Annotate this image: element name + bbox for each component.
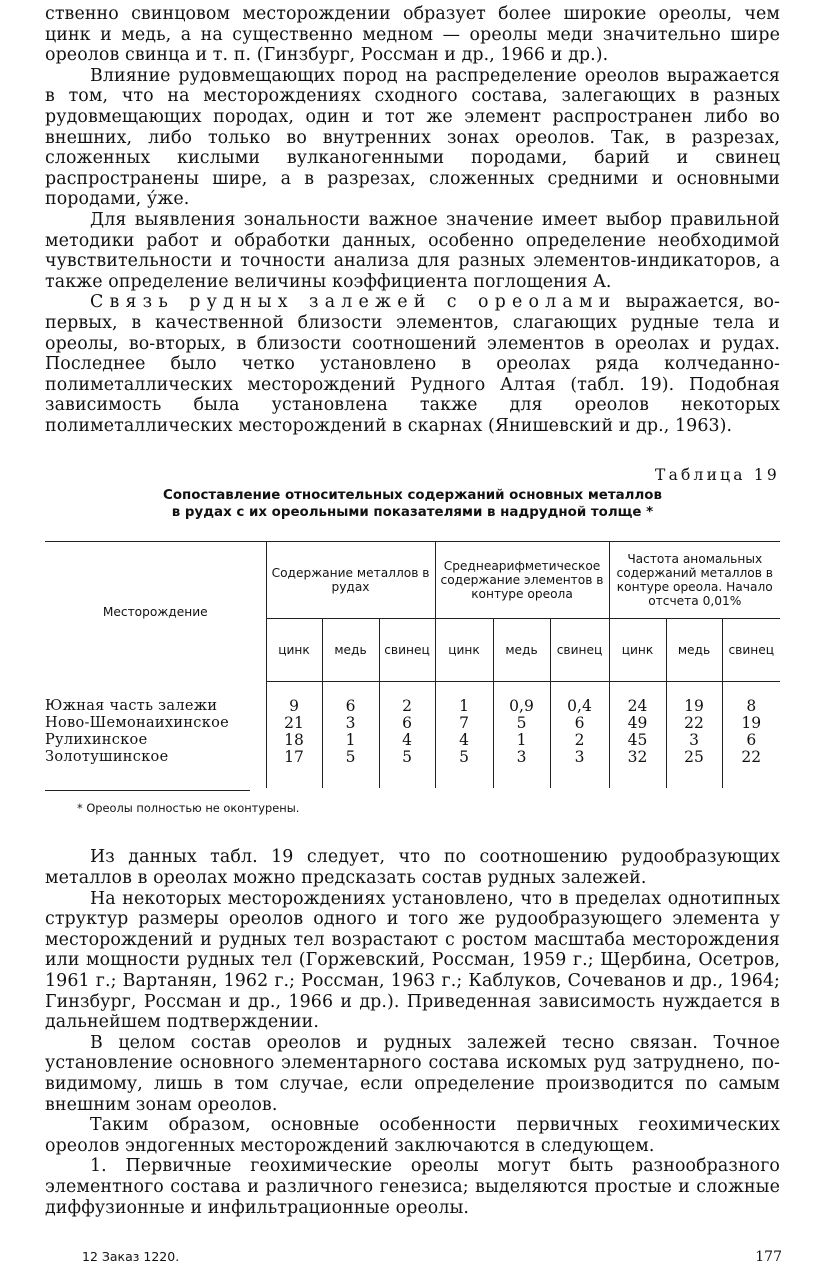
value-cell: 45 xyxy=(609,732,666,749)
value-cell: 8 xyxy=(722,698,780,715)
table-row xyxy=(45,715,780,732)
value-cell: 22 xyxy=(666,715,722,732)
value-cell: 49 xyxy=(609,715,666,732)
page-body xyxy=(45,4,780,1218)
value-cell: 24 xyxy=(609,698,666,715)
value-cell: 3 xyxy=(493,749,550,766)
value-cell: 6 xyxy=(322,698,379,715)
value-cell: 19 xyxy=(722,715,780,732)
value-cell: 5 xyxy=(379,749,435,766)
table-title-line: Сопоставление относительных содержаний основных металлов xyxy=(163,488,662,504)
value-cell: 6 xyxy=(550,715,609,732)
value-cell: 6 xyxy=(379,715,435,732)
deposit-name-cell: Золотушинское xyxy=(45,749,169,766)
paragraph-ore-link xyxy=(45,292,780,436)
deposit-name-cell: Южная часть залежи xyxy=(45,698,218,715)
deposit-name-cell: Рулихинское xyxy=(45,732,148,749)
table-title xyxy=(45,487,780,521)
value-cell: 18 xyxy=(266,732,322,749)
spaced-lead-phrase: Связь рудных залежей с ореолами xyxy=(90,292,617,313)
value-cell: 1 xyxy=(435,698,493,715)
footnote-rule xyxy=(45,790,250,791)
paragraph: ственно свинцовом месторождении образует более широкие ореолы, чем цинк и медь, а на существенно медном — ореолы меди значительно шире ореолов свинца и т. п. (Гинзбург, Россман и др., 1966 и др.). xyxy=(45,4,780,66)
table-spacer-row xyxy=(45,766,780,788)
value-cell: 6 xyxy=(722,732,780,749)
column-group-halo-average: Среднеарифметическое содержание элементов в контуре ореола xyxy=(435,542,609,619)
column-header-deposit: Месторождение xyxy=(45,542,266,682)
print-order-note: 12 Заказ 1220. xyxy=(82,1249,180,1264)
value-cell: 9 xyxy=(266,698,322,715)
paragraph: Из данных табл. 19 следует, что по соотношению рудообразующих металлов в ореолах можно предсказать состав рудных залежей. xyxy=(45,847,780,889)
value-cell: 7 xyxy=(435,715,493,732)
column-header-zinc: цинк xyxy=(435,619,493,682)
value-cell: 21 xyxy=(266,715,322,732)
value-cell: 3 xyxy=(322,715,379,732)
table-title-line: в рудах с их ореольными показателями в надрудной толще * xyxy=(171,505,654,521)
column-header-copper: медь xyxy=(493,619,550,682)
paragraph: Таким образом, основные особенности первичных геохимических ореолов эндогенных месторождений заключаются в следующем. xyxy=(45,1115,780,1156)
column-group-ore-content: Содержание металлов в рудах xyxy=(266,542,435,619)
value-cell: 1 xyxy=(322,732,379,749)
paragraph-text: выражается, во-первых, в качественной близости элементов, слагающих рудные тела и ореолы, во-вторых, в близости соотношений элементов в ореолах и рудах. Последнее было четко установлено в ореолах ряда колчеданно-полиметаллических месторождений Рудного Алтая (табл. 19). Подобная зависимость была установлена также для ореолов некоторых полиметаллических месторождений в скарнах (Янишевский и др., 1963). xyxy=(45,292,780,436)
value-cell: 17 xyxy=(266,749,322,766)
deposit-name-cell: Ново-Шемонаихинское xyxy=(45,715,229,732)
value-cell: 2 xyxy=(379,698,435,715)
column-header-copper: медь xyxy=(322,619,379,682)
column-header-lead: свинец xyxy=(379,619,435,682)
value-cell: 22 xyxy=(722,749,780,766)
value-cell: 3 xyxy=(666,732,722,749)
table-row xyxy=(45,749,780,766)
paragraph: 1. Первичные геохимические ореолы могут быть разнообразного элементного состава и различного генезиса; выделяются простые и сложные диффузионные и инфильтрационные ореолы. xyxy=(45,1156,780,1218)
value-cell: 5 xyxy=(435,749,493,766)
value-cell: 2 xyxy=(550,732,609,749)
table-body xyxy=(45,682,780,789)
value-cell: 5 xyxy=(322,749,379,766)
column-header-lead: свинец xyxy=(550,619,609,682)
value-cell: 4 xyxy=(379,732,435,749)
paragraph: Для выявления зональности важное значение имеет выбор правильной методики работ и обработки данных, особенно определение необходимой чувствительности и точности анализа для разных элементов-индикаторов, а также определение величины коэффициента поглощения A. xyxy=(45,209,780,292)
value-cell: 1 xyxy=(493,732,550,749)
column-header-zinc: цинк xyxy=(609,619,666,682)
data-table xyxy=(45,541,780,788)
value-cell: 0,4 xyxy=(550,698,609,715)
text-after-table xyxy=(45,847,780,1218)
page-footer xyxy=(82,1249,782,1265)
column-group-anomaly-frequency: Частота аномальных содержаний металлов в контуре ореола. Начало отсчета 0,01% xyxy=(609,542,780,619)
column-header-zinc: цинк xyxy=(266,619,322,682)
value-cell: 0,9 xyxy=(493,698,550,715)
table-row xyxy=(45,732,780,749)
page-number: 177 xyxy=(755,1249,782,1265)
paragraph: Влияние рудовмещающих пород на распределение ореолов выражается в том, что на месторождениях сходного состава, залегающих в разных рудовмещающих породах, один и тот же элемент распространен либо во внешних, либо только во внутренних зонах ореолов. Так, в разрезах, сложенных кислыми вулканогенными породами, барий и свинец распространены шире, а в разрезах, сложенных средними и основными породами, у́же. xyxy=(45,65,780,210)
table-row xyxy=(45,698,780,715)
value-cell: 3 xyxy=(550,749,609,766)
value-cell: 25 xyxy=(666,749,722,766)
value-cell: 19 xyxy=(666,698,722,715)
paragraph: На некоторых месторождениях установлено, что в пределах однотипных структур размеры ореолов одного и того же рудообразующего элемента у месторождений и рудных тел возрастают с ростом масштаба месторождения или мощности рудных тел (Горжевский, Россман, 1959 г.; Щербина, Осетров, 1961 г.; Вартанян, 1962 г.; Россман, 1963 г.; Каблуков, Сочеванов и др., 1964; Гинзбург, Россман и др., 1966 и др.). Приведенная зависимость нуждается в дальнейшем подтверждении. xyxy=(45,888,780,1033)
table-spacer-row xyxy=(45,682,780,699)
value-cell: 4 xyxy=(435,732,493,749)
table-footnote: * Ореолы полностью не оконтурены. xyxy=(77,801,300,816)
column-header-lead: свинец xyxy=(722,619,780,682)
value-cell: 32 xyxy=(609,749,666,766)
table-label: Таблица 19 xyxy=(655,466,780,485)
column-header-copper: медь xyxy=(666,619,722,682)
value-cell: 5 xyxy=(493,715,550,732)
paragraph: В целом состав ореолов и рудных залежей тесно связан. Точное установление основного элементарного состава искомых руд затруднено, по-видимому, лишь в том случае, если определение производится по самым внешним зонам ореолов. xyxy=(45,1032,780,1115)
